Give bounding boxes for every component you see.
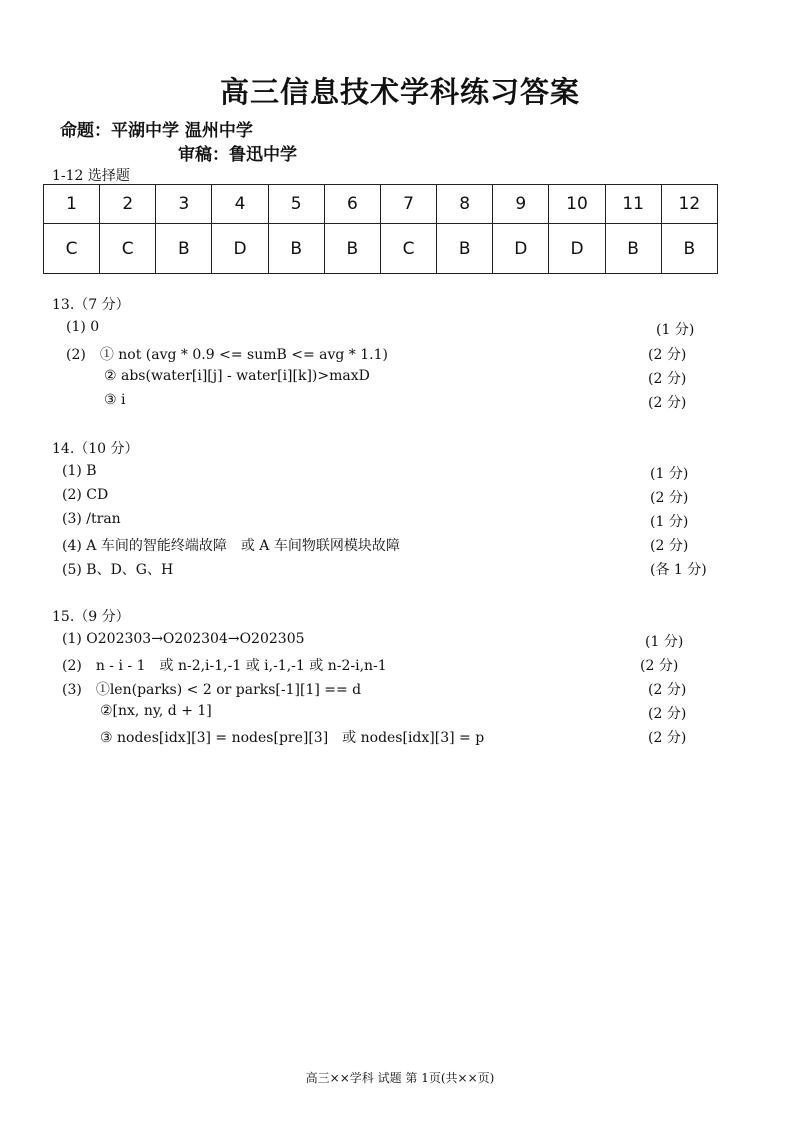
mc-number-cell: 12	[661, 185, 717, 224]
q15-line: ③ nodes[idx][3] = nodes[pre][3] 或 nodes[idx][3] = p	[100, 730, 485, 746]
mc-number-cell: 2	[100, 185, 156, 224]
q13-line: (1) 0	[66, 319, 100, 335]
q13-line: ② abs(water[i][j] - water[i][k])>maxD	[104, 368, 370, 384]
mc-answer-cell: C	[380, 224, 436, 274]
page-title: 高三信息技术学科练习答案	[219, 75, 580, 109]
q14-points: (2 分)	[650, 490, 689, 506]
q15-line: ②[nx, ny, d + 1]	[100, 703, 212, 719]
q13-points: (2 分)	[648, 371, 687, 387]
q13-line: (2) ① not (avg * 0.9 <= sumB <= avg * 1.1)	[66, 347, 388, 363]
mc-answer-cell: B	[661, 224, 717, 274]
q14-line: (3) /tran	[62, 511, 121, 527]
mc-number-cell: 3	[156, 185, 212, 224]
q13-points: (2 分)	[648, 347, 687, 363]
q13-title: 13.（7 分）	[52, 297, 130, 313]
mc-answer-cell: B	[324, 224, 380, 274]
q15-line: (1) O202303→O202304→O202305	[62, 631, 305, 647]
mc-number-cell: 7	[380, 185, 436, 224]
mc-answer-cell: C	[44, 224, 100, 274]
mc-answer-cell: D	[549, 224, 605, 274]
q14-points: (2 分)	[650, 538, 689, 554]
mc-number-cell: 1	[44, 185, 100, 224]
mc-answer-table	[43, 184, 718, 274]
mc-number-cell: 5	[268, 185, 324, 224]
mc-answer-cell: D	[493, 224, 549, 274]
q14-line: (5) B、D、G、H	[62, 562, 174, 578]
q15-title: 15.（9 分）	[52, 609, 130, 625]
q14-points: (各 1 分)	[650, 562, 707, 578]
mc-answer-cell: D	[212, 224, 268, 274]
mc-number-cell: 6	[324, 185, 380, 224]
mc-answer-cell: B	[156, 224, 212, 274]
q15-points: (2 分)	[640, 658, 679, 674]
q15-points: (2 分)	[648, 682, 687, 698]
mc-number-row	[44, 185, 718, 224]
q13-line: ③ i	[104, 392, 126, 408]
mc-number-cell: 10	[549, 185, 605, 224]
q14-points: (1 分)	[650, 514, 689, 530]
page-footer: 高三××学科 试题 第 1页(共××页)	[305, 1071, 495, 1085]
mc-answer-cell: C	[100, 224, 156, 274]
mc-number-cell: 11	[605, 185, 661, 224]
mc-answer-cell: B	[437, 224, 493, 274]
q15-line: (2) n - i - 1 或 n-2,i-1,-1 或 i,-1,-1 或 n-2-i,n-1	[62, 658, 387, 674]
q14-line: (2) CD	[62, 487, 109, 503]
q14-line: (1) B	[62, 463, 97, 479]
q14-title: 14.（10 分）	[52, 441, 139, 457]
reviewer-line: 审稿：鲁迅中学	[178, 145, 297, 165]
q15-line: (3) ①len(parks) < 2 or parks[-1][1] == d	[62, 682, 362, 698]
mc-number-cell: 8	[437, 185, 493, 224]
mc-answer-cell: B	[605, 224, 661, 274]
mc-heading: 1-12 选择题	[52, 168, 130, 184]
mc-number-cell: 4	[212, 185, 268, 224]
q15-points: (2 分)	[648, 730, 687, 746]
setter-line: 命题：平湖中学 温州中学	[60, 121, 253, 141]
mc-answer-cell: B	[268, 224, 324, 274]
q15-points: (2 分)	[648, 706, 687, 722]
q15-points: (1 分)	[645, 634, 684, 650]
q13-points: (2 分)	[648, 395, 687, 411]
mc-answer-row	[44, 224, 718, 274]
q13-points: (1 分)	[656, 322, 695, 338]
q14-points: (1 分)	[650, 466, 689, 482]
mc-number-cell: 9	[493, 185, 549, 224]
q14-line: (4) A 车间的智能终端故障 或 A 车间物联网模块故障	[62, 538, 400, 554]
